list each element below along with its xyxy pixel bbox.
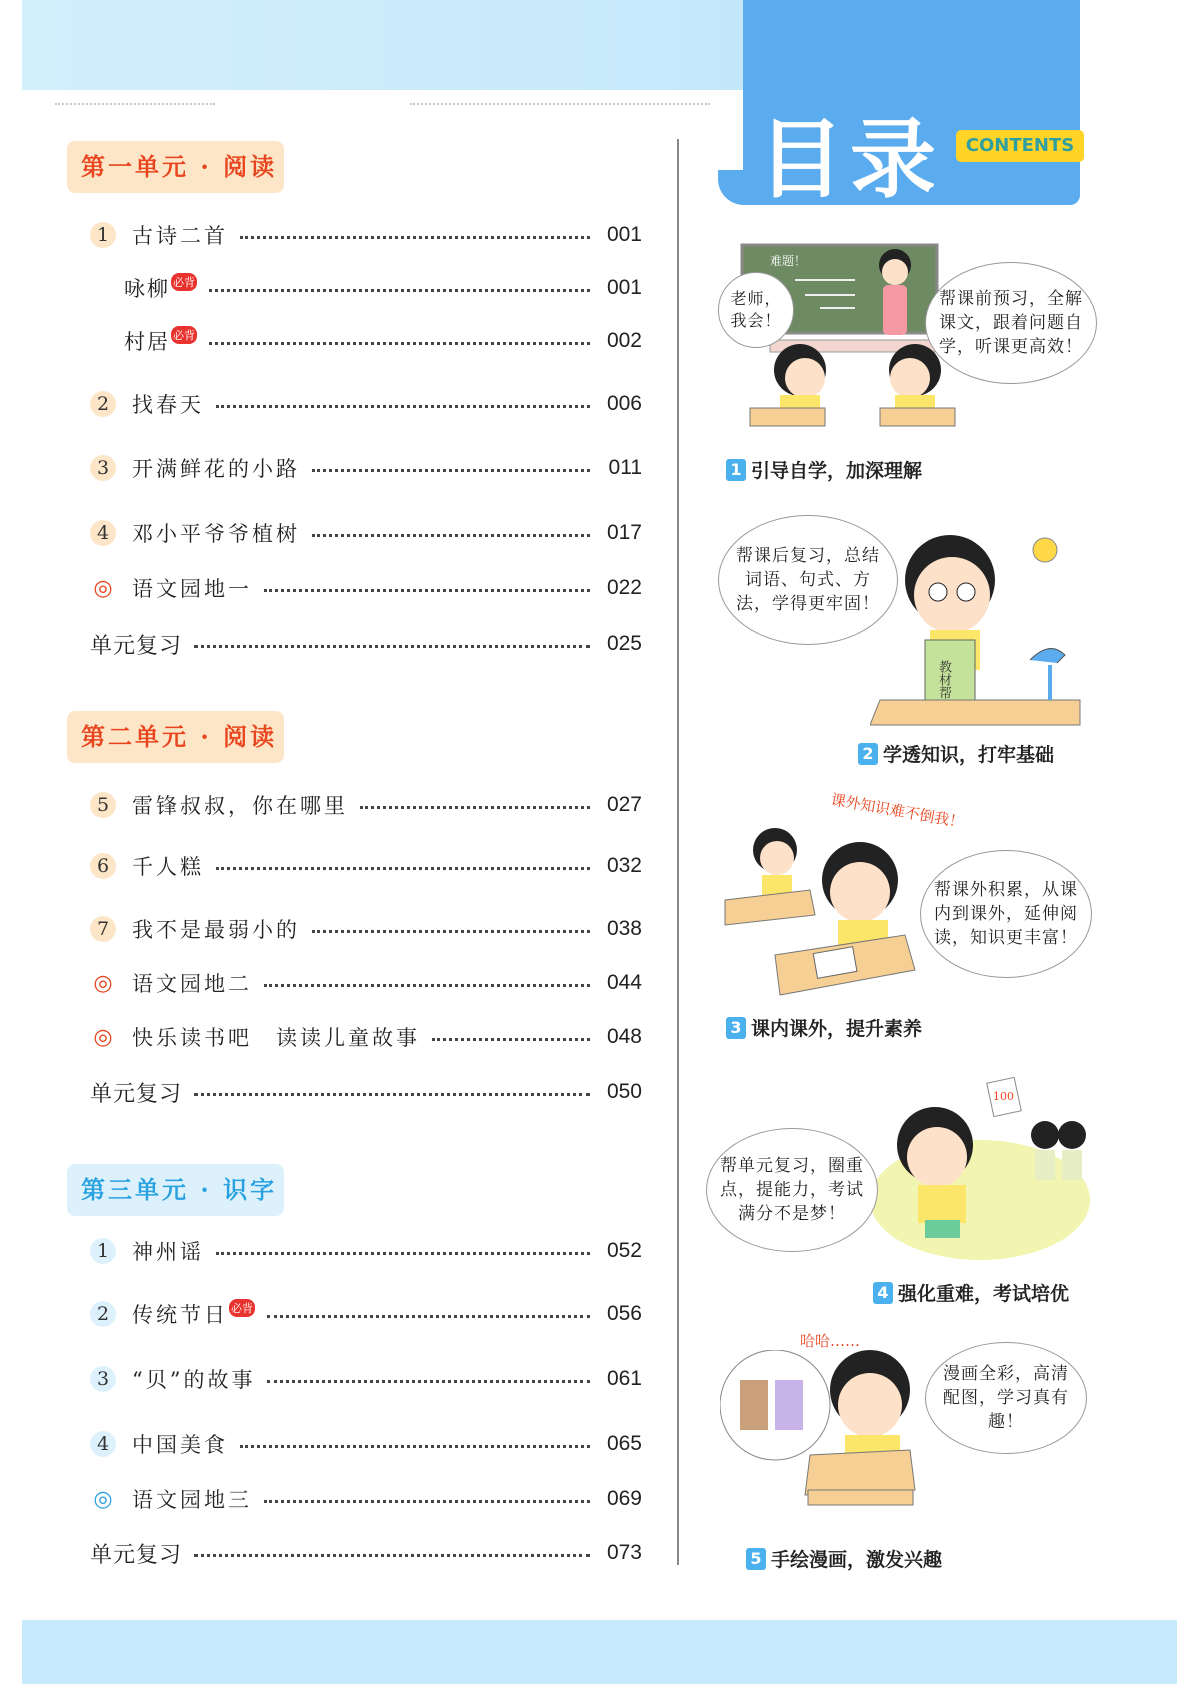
page-number: 061: [606, 1367, 642, 1390]
dot-leader: [216, 1252, 590, 1255]
feature-caption: [746, 1545, 942, 1572]
exclamation-text: 课外知识难不倒我！: [829, 790, 966, 832]
dot-leader: [194, 1554, 590, 1557]
toc-entry[interactable]: [90, 386, 642, 422]
toc-entry[interactable]: [90, 911, 642, 947]
entry-title: [90, 629, 182, 660]
contents-badge: CONTENTS: [956, 130, 1084, 162]
dot-leader: [312, 469, 590, 472]
entry-title: [132, 1364, 255, 1394]
lesson-number: 7: [90, 916, 116, 942]
page-number: 032: [606, 854, 642, 877]
lesson-number: 1: [90, 222, 116, 248]
page-number: 052: [606, 1239, 642, 1262]
speech-bubble: 漫画全彩，高清配图，学习真有趣！: [925, 1342, 1087, 1454]
lesson-number: 6: [90, 853, 116, 879]
must-recite-badge: 必背: [171, 273, 197, 291]
page-number: 065: [606, 1432, 642, 1455]
page-number: 017: [606, 521, 642, 544]
dot-leader: [312, 534, 590, 537]
toc-entry[interactable]: [90, 965, 642, 1001]
dot-leader: [194, 1093, 590, 1096]
page-number: 048: [606, 1025, 642, 1048]
speech-bubble: 帮课后复习，总结词语、句式、方法，学得更牢固！: [718, 515, 898, 645]
feature-caption-text: 课内课外，提升素养: [751, 1018, 923, 1040]
dot-leader: [264, 1500, 590, 1503]
divider-dots: [410, 103, 710, 105]
unit-header: 第三单元 · 识字: [67, 1164, 284, 1216]
speech-bubble: 帮课前预习，全解课文，跟着问题自学，听课更高效！: [925, 262, 1097, 384]
entry-title: [132, 1236, 204, 1266]
column-divider: [677, 139, 679, 1565]
toc-entry[interactable]: [90, 1361, 642, 1397]
entry-title: [90, 1538, 182, 1569]
entry-title: [132, 914, 300, 944]
entry-title-text: 单元复习: [90, 633, 183, 659]
feature-number: 4: [873, 1282, 893, 1304]
dot-leader: [432, 1038, 590, 1041]
dot-leader: [216, 867, 590, 870]
toc-entry[interactable]: [90, 626, 642, 662]
speech-bubble: 帮单元复习，圈重点，提能力，考试满分不是梦！: [706, 1128, 878, 1252]
must-recite-badge: 必背: [171, 326, 197, 344]
feature-number: 1: [726, 459, 746, 481]
dot-leader: [312, 930, 590, 933]
feature-number: 3: [726, 1017, 746, 1039]
entry-title: [132, 968, 252, 998]
feature-caption-text: 引导自学，加深理解: [751, 460, 923, 482]
entry-title: [132, 389, 204, 419]
entry-title-text: 单元复习: [90, 1542, 183, 1568]
dot-leader: [209, 289, 590, 292]
toc-entry[interactable]: [90, 848, 642, 884]
page-number: 044: [606, 971, 642, 994]
entry-title: [132, 790, 348, 820]
lesson-number: 4: [90, 520, 116, 546]
page-number: 056: [606, 1302, 642, 1325]
feature-number: 2: [858, 743, 878, 765]
score-paper: 100: [993, 1090, 1014, 1103]
entry-title-text: 村居: [124, 330, 170, 354]
toc-entry[interactable]: [90, 787, 642, 823]
page-number: 027: [606, 793, 642, 816]
page-number: 050: [606, 1080, 642, 1103]
studying-boy-illustration: [870, 530, 1090, 735]
entry-title-text: 语文园地二: [132, 972, 252, 996]
page-number: 002: [606, 329, 642, 352]
entry-title-text: 神州谣: [132, 1240, 204, 1264]
page-number: 011: [608, 456, 642, 479]
feature-caption-text: 手绘漫画，激发兴趣: [771, 1549, 943, 1571]
entry-title-text: 语文园地一: [132, 577, 252, 601]
entry-title: [132, 518, 300, 548]
toc-entry[interactable]: [90, 515, 642, 551]
lesson-number: 2: [90, 391, 116, 417]
book-label: 教材帮: [936, 660, 951, 699]
entry-title-text: 古诗二首: [132, 224, 228, 248]
toc-entry[interactable]: [90, 1426, 642, 1462]
dot-leader: [264, 984, 590, 987]
ring-icon: ◎: [93, 575, 113, 601]
entry-title: [132, 1484, 252, 1514]
unit-header: 第二单元 · 阅读: [67, 711, 284, 763]
entry-title-text: 传统节日: [132, 1303, 228, 1327]
toc-entry[interactable]: [90, 1233, 642, 1269]
page-number: 073: [606, 1541, 642, 1564]
page-number: 001: [606, 276, 642, 299]
must-recite-badge: 必背: [229, 1299, 255, 1317]
lesson-number: 4: [90, 1431, 116, 1457]
entry-title: [132, 1429, 228, 1459]
speech-bubble: 帮课外积累，从课内到课外，延伸阅读，知识更丰富！: [920, 850, 1092, 978]
ring-icon: ◎: [93, 1024, 113, 1050]
ring-icon: ◎: [93, 970, 113, 996]
dot-leader: [216, 405, 590, 408]
unit-header: 第一单元 · 阅读: [67, 141, 284, 193]
feature-caption: [726, 456, 922, 483]
feature-number: 5: [746, 1548, 766, 1570]
page-number: 038: [606, 917, 642, 940]
entry-title: [132, 220, 228, 250]
speech-bubble: 老师，我会！: [718, 272, 794, 348]
feature-caption: [858, 740, 1054, 767]
toc-entry[interactable]: [90, 1296, 642, 1332]
dot-leader: [267, 1315, 590, 1318]
toc-entry[interactable]: [90, 323, 642, 359]
top-band: [22, 0, 747, 90]
toc-entry[interactable]: [90, 450, 642, 486]
dot-leader: [240, 236, 590, 239]
toc-entry[interactable]: [90, 1481, 642, 1517]
page-number: 001: [606, 223, 642, 246]
entry-title: [90, 1077, 182, 1108]
entry-title-text: 语文园地三: [132, 1488, 252, 1512]
feature-caption: [873, 1279, 1069, 1306]
entry-title: [132, 453, 300, 483]
lesson-number: 5: [90, 792, 116, 818]
entry-title: [132, 851, 204, 881]
entry-title-text: 快乐读书吧 读读儿童故事: [132, 1026, 420, 1050]
entry-title-text: 找春天: [132, 393, 204, 417]
dot-leader: [194, 645, 590, 648]
dot-leader: [240, 1445, 590, 1448]
entry-title-text: 雷锋叔叔，你在哪里: [132, 794, 348, 818]
entry-title: [124, 326, 197, 356]
page-number: 069: [606, 1487, 642, 1510]
dot-leader: [209, 342, 590, 345]
feature-caption: [726, 1014, 922, 1041]
toc-entry[interactable]: [90, 270, 642, 306]
ring-icon: ◎: [93, 1486, 113, 1512]
toc-entry[interactable]: [90, 1535, 642, 1571]
toc-entry[interactable]: [90, 1019, 642, 1055]
entry-title-text: 我不是最弱小的: [132, 918, 300, 942]
blackboard-text: 难题！: [770, 254, 807, 268]
entry-title-text: 中国美食: [132, 1433, 228, 1457]
divider-dots: [55, 103, 215, 105]
toc-entry[interactable]: [90, 570, 642, 606]
lesson-number: 2: [90, 1301, 116, 1327]
laugh-text: 哈哈……: [800, 1332, 861, 1350]
entry-title: [132, 573, 252, 603]
page-number: 006: [606, 392, 642, 415]
dot-leader: [267, 1380, 590, 1383]
toc-entry[interactable]: [90, 217, 642, 253]
lesson-number: 3: [90, 1366, 116, 1392]
running-boy-illustration: [860, 1070, 1090, 1270]
dot-leader: [264, 589, 590, 592]
page-number: 025: [606, 632, 642, 655]
entry-title: [132, 1299, 255, 1329]
feature-caption-text: 学透知识，打牢基础: [883, 744, 1055, 766]
entry-title-text: 千人糕: [132, 855, 204, 879]
entry-title: [124, 273, 197, 303]
entry-title-text: 开满鲜花的小路: [132, 457, 300, 481]
entry-title-text: “贝”的故事: [132, 1368, 256, 1392]
entry-title-text: 邓小平爷爷植树: [132, 522, 300, 546]
toc-entry[interactable]: [90, 1074, 642, 1110]
entry-title-text: 咏柳: [124, 277, 170, 301]
entry-title-text: 单元复习: [90, 1081, 183, 1107]
entry-title: [132, 1022, 420, 1052]
bottom-band: [22, 1620, 1177, 1684]
lesson-number: 1: [90, 1238, 116, 1264]
page-number: 022: [606, 576, 642, 599]
dot-leader: [360, 806, 590, 809]
page-title: 目录: [758, 110, 942, 210]
feature-caption-text: 强化重难，考试培优: [898, 1283, 1070, 1305]
lesson-number: 3: [90, 455, 116, 481]
reading-boys-illustration: [720, 820, 930, 1005]
